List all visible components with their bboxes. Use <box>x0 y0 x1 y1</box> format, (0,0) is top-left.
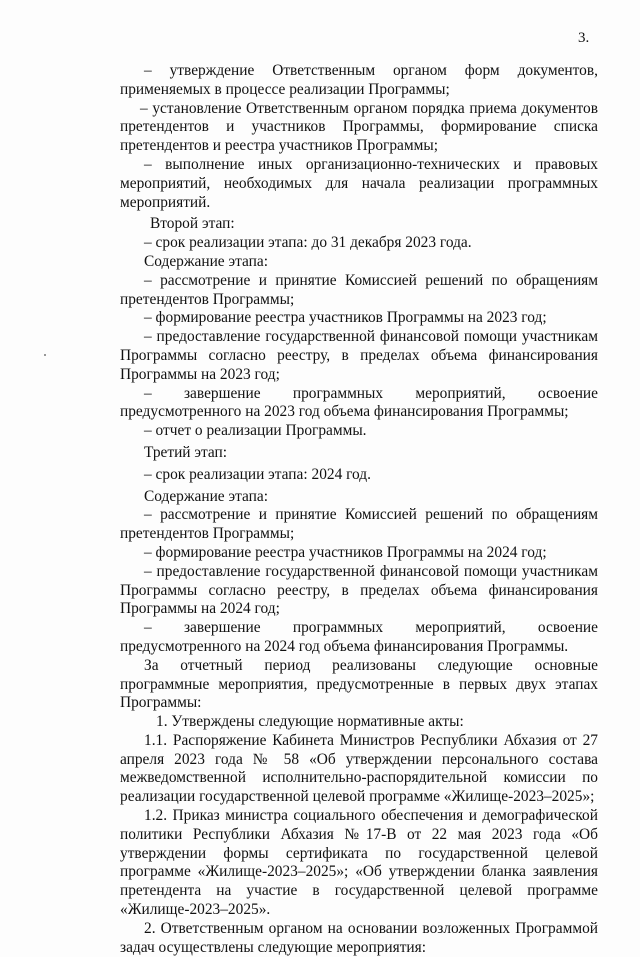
paragraph: 1. Утверждены следующие нормативные акты: <box>156 713 464 731</box>
paragraph: – завершение программных мероприятий, освоение предусмотренного на 2023 год объема финансирования Программы; <box>120 384 598 421</box>
paragraph: – предоставление государственной финансовой помощи участникам Программы согласно реестру, в пределах объема финансирования Программы на 2024 год; <box>120 562 598 618</box>
paragraph: – формирование реестра участников Программы на 2024 год; <box>144 543 547 561</box>
paragraph: – срок реализации этапа: 2024 год. <box>144 465 371 483</box>
paragraph: – предоставление государственной финансовой помощи участникам Программы согласно реестру, в пределах объема финансирования Программы на 2023 год; <box>120 328 598 383</box>
paragraph: 1.1. Распоряжение Кабинета Министров Республики Абхазия от 27 апреля 2023 года № 58 «Об утверждении персонального состава межведомственной исполнительно-распорядительной комиссии по реализации государственной целевой программе «Жилище-2023–2025»; <box>120 731 598 806</box>
paragraph: – отчет о реализации Программы. <box>144 422 367 440</box>
paragraph: – рассмотрение и принятие Комиссией решений по обращениям претендентов Программы; <box>120 271 598 308</box>
paragraph: – выполнение иных организационно-технических и правовых мероприятий, необходимых для начала реализации программных мероприятий. <box>120 155 598 211</box>
paragraph: – рассмотрение и принятие Комиссией решений по обращениям претендентов Программы; <box>120 506 598 543</box>
paragraph: Содержание этапа: <box>144 252 268 270</box>
paragraph: За отчетный период реализованы следующие основные программные мероприятия, предусмотренные в первых двух этапах Программы: <box>120 656 598 712</box>
paragraph: Второй этап: <box>150 215 235 233</box>
paragraph: Третий этап: <box>144 443 228 461</box>
paragraph: – срок реализации этапа: до 31 декабря 2023 года. <box>144 234 472 252</box>
paragraph: – утверждение Ответственным органом форм документов, применяемых в процессе реализации Программы; <box>120 62 598 98</box>
paragraph: 1.2. Приказ министра социального обеспечения и демографической политики Республики Абхазия №17-В от 22 мая 2023 года «Об утверждении формы сертификата по государственной целевой программе «Жилище-2023–2025»; «Об утверждении бланка заявления претендента на участие в государственной целевой программе «Жилище-2023–2025». <box>120 807 598 919</box>
paragraph: – формирование реестра участников Программы на 2023 год; <box>144 309 547 327</box>
paragraph: 2. Ответственным органом на основании возложенных Программой задач осуществлены следующие мероприятия: <box>120 919 598 956</box>
scan-speck <box>44 354 46 356</box>
document-body <box>120 62 598 957</box>
page-number: 3. <box>578 30 590 46</box>
paragraph: – завершение программных мероприятий, освоение предусмотренного на 2024 год объема финансирования Программы. <box>120 619 598 655</box>
paragraph: – установление Ответственным органом порядка приема документов претендентов и участников Программы, формирование списка претендентов и реестра участников Программы; <box>120 99 598 155</box>
paragraph: Содержание этапа: <box>144 487 268 505</box>
